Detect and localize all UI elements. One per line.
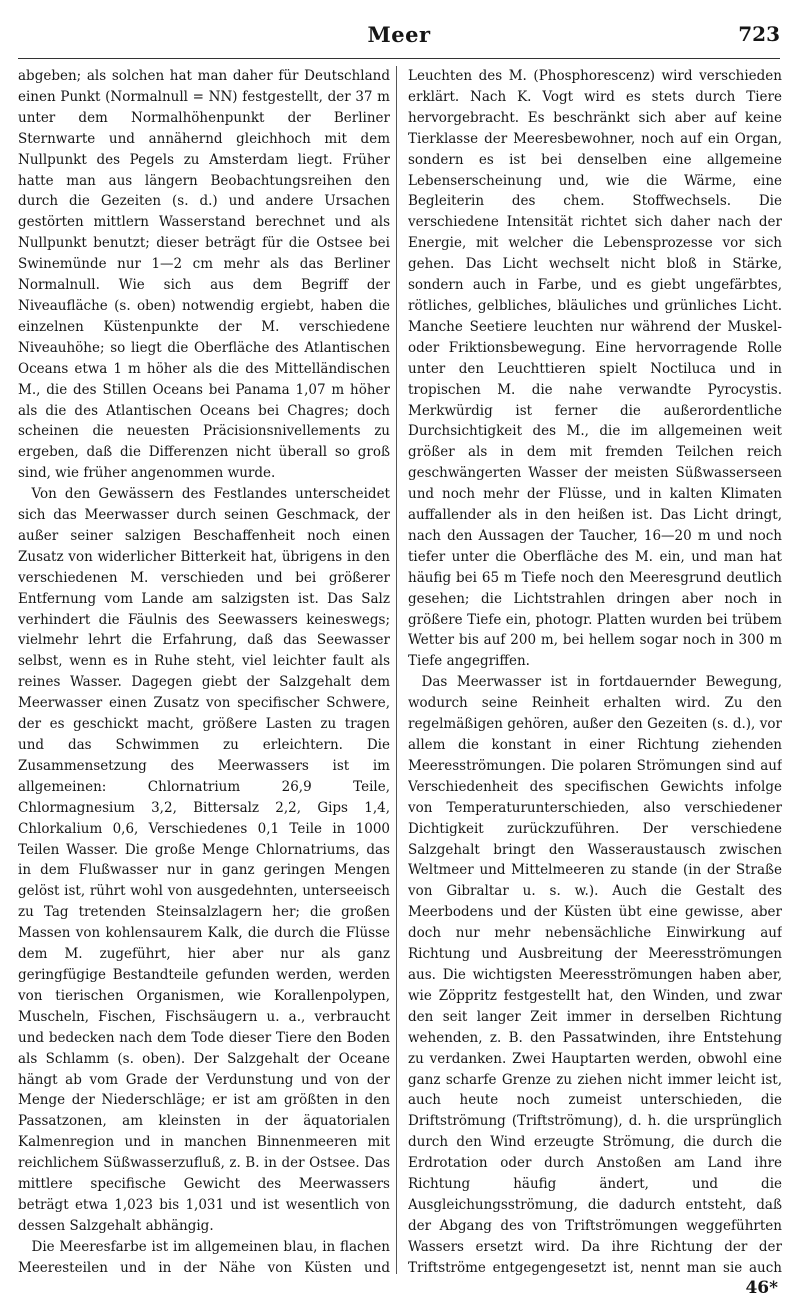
page-number: 723 — [738, 22, 780, 46]
left-column — [18, 66, 390, 1278]
paragraph-sea-color: Die Meeresfarbe ist im allgemeinen blau, in flachen Meeresteilen und in der Nähe von Küsten und — [18, 1238, 390, 1276]
paragraph-phosphorescence: Leuchten des M. (Phosphorescenz) wird verschieden erklärt. Nach K. Vogt wird es stets durch Tiere hervorgebracht. Es beschränkt sich aber auf keine Tierklasse der Meeresbewohner, noch auf ein Organ, sondern es ist bei denselben eine allgemeine Lebenserscheinung und, wie die Wärme, eine Begleiterin des chem. Stoffwechsels. Die verschiedene Intensität richtet sich daher nach der Energie, mit welcher die Lebensprozesse vor sich gehen. Das Licht wechselt nicht bloß in Stärke, sondern auch in Farbe, und es giebt ungefärbtes, rötliches, gelbliches, bläuliches und grünliches Licht. Manche Seetiere leuchten nur während der Muskel- oder Friktionsbewegung. Eine hervorragende Rolle unter den Leuchttieren spielt Noctiluca und in tropischen M. die nahe verwandte Pyrocystis. Merkwürdig ist ferner die außerordentliche Durchsichtigkeit des M., die im allgemeinen weit größer als in dem mit fremden Teilchen reich geschwängerten Wasser der meisten Süßwasserseen und noch mehr der Flüsse, und in kalten Klimaten auffallender als in den heißen ist. Das Licht dringt, nach den Aussagen der Taucher, 16—20 m und noch tiefer unter die Oberfläche des M. ein, und man hat häufig bei 65 m Tiefe noch den Meeresgrund deutlich gesehen; die Lichtstrahlen dringen aber noch in größere Tiefe ein, photogr. Platten wurden bei trübem Wetter bis auf 200 m, bei hellem sogar noch in 300 m Tiefe angegriffen. — [408, 68, 782, 670]
column-divider — [396, 66, 397, 1274]
page-title: Meer — [367, 22, 431, 47]
signature-mark: 46* — [745, 1278, 778, 1298]
paragraph-currents: Das Meerwasser ist in fortdauernder Bewegung, wodurch seine Reinheit erhalten wird. Zu den regelmäßigen gehören, außer den Gezeiten (s. d.), vor allem die konstant in einer Richtung ziehenden Meeresströmungen. Die polaren Strömungen sind auf Verschiedenheit des specifischen Gewichts infolge von Temperaturunterschieden, also verschiedener Dichtigkeit zurückzuführen. Der verschiedene Salzgehalt bringt den Wasseraustausch zwischen Weltmeer und Mittelmeeren zu stande (in der Straße von Gibraltar u. s. w.). Auch die Gestalt des Meerbodens und der Küsten übt eine gewisse, aber doch nur mehr nebensächliche Einwirkung auf Richtung und Ausbreitung der Meeresströmungen aus. Die wichtigsten Meeresströmungen haben aber, wie Zöppritz festgestellt hat, den Winden, und zwar den seit langer Zeit immer in derselben Richtung wehenden, z. B. den Passatwinden, ihre Entstehung zu verdanken. Zwei Hauptarten werden, obwohl eine ganz scharfe Grenze zu ziehen nicht immer leicht ist, auch heute noch zumeist unterschieden, die Driftströmung (Triftströmung), d. h. die ursprünglich durch den Wind erzeugte Strömung, die durch die Erdrotation oder durch Anstoßen am Land ihre Richtung häufig ändert, und die Ausgleichungsströmung, die dadurch entsteht, daß der Abgang des von Triftströmungen weggeführten Wassers ersetzt wird. Da ihre Richtung der der Triftströme entgegengesetzt ist, nennt man sie auch — [408, 674, 782, 1276]
paragraph-seawater-salt: Von den Gewässern des Festlandes unterscheidet sich das Meerwasser durch seinen Geschmack, der außer seiner salzigen Beschaffenheit noch einen Zusatz von widerlicher Bitterkeit hat, übrigens in den verschiedenen M. verschieden und bei größerer Entfernung vom Lande am salzigsten ist. Das Salz verhindert die Fäulnis des Seewassers keineswegs; vielmehr lehrt die Erfahrung, daß das Seewasser selbst, wenn es in Ruhe steht, viel leichter fault als reines Wasser. Dagegen giebt der Salzgehalt dem Meerwasser einen Zusatz von specifischer Schwere, der es geschickt macht, größere Lasten zu tragen und das Schwimmen zu erleichtern. Die Zusammensetzung des Meerwassers ist im allgemeinen: Chlornatrium 26,9 Teile, Chlormagnesium 3,2, Bittersalz 2,2, Gips 1,4, Chlorkalium 0,6, Verschiedenes 0,1 Teile in 1000 Teilen Wasser. Die große Menge Chlornatriums, das in dem Flußwasser nur in ganz geringen Mengen gelöst ist, rührt wohl von ausgedehnten, unterseeisch zu Tag tretenden Steinsalzlagern her; die großen Massen von kohlensaurem Kalk, die durch die Flüsse dem M. zugeführt, hier aber nur als ganz geringfügige Bestandteile gefunden werden, werden von tierischen Organismen, wie Korallenpolypen, Muscheln, Fischen, Fischsäugern u. a., verbraucht und bedecken nach dem Tode dieser Tiere den Boden als Schlamm (s. oben). Der Salzgehalt der Oceane hängt ab vom Grade der Verdunstung und von der Menge der Niederschläge; er ist am größten in den Passatzonen, am kleinsten in der äquatorialen Kalmenregion und in manchen Binnenmeeren mit reichlichem Süßwasserzufluß, z. B. in der Ostsee. Das mittlere specifische Gewicht des Meerwassers beträgt etwa 1,023 bis 1,031 und ist wesentlich von dessen Salzgehalt abhängig. — [18, 486, 390, 1234]
header-rule — [18, 58, 780, 59]
page-header — [18, 22, 780, 62]
paragraph-sea-level: abgeben; als solchen hat man daher für Deutschland einen Punkt (Normalnull = NN) festgestellt, der 37 m unter dem Normalhöhenpunkt der Berliner Sternwarte und annähernd gleichhoch mit dem Nullpunkt des Pegels zu Amsterdam liegt. Früher hatte man aus längern Beobachtungsreihen den durch die Gezeiten (s. d.) und andere Ursachen gestörten mittlern Wasserstand berechnet und als Nullpunkt benutzt; dieser beträgt für die Ostsee bei Swinemünde nur 1—2 cm mehr als das Berliner Normalnull. Wie sich aus dem Begriff der Niveaufläche (s. oben) notwendig ergiebt, haben die einzelnen Küstenpunkte der M. verschiedene Niveauhöhe; so liegt die Oberfläche des Atlantischen Oceans etwa 1 m höher als die des Mittelländischen M., die des Stillen Oceans bei Panama 1,07 m höher als die des Atlantischen Oceans bei Chagres; doch scheinen die neuesten Präcisionsnivellements zu ergeben, daß die Differenzen nicht überall so groß sind, wie früher angenommen wurde. — [18, 68, 390, 482]
right-column — [408, 66, 782, 1278]
